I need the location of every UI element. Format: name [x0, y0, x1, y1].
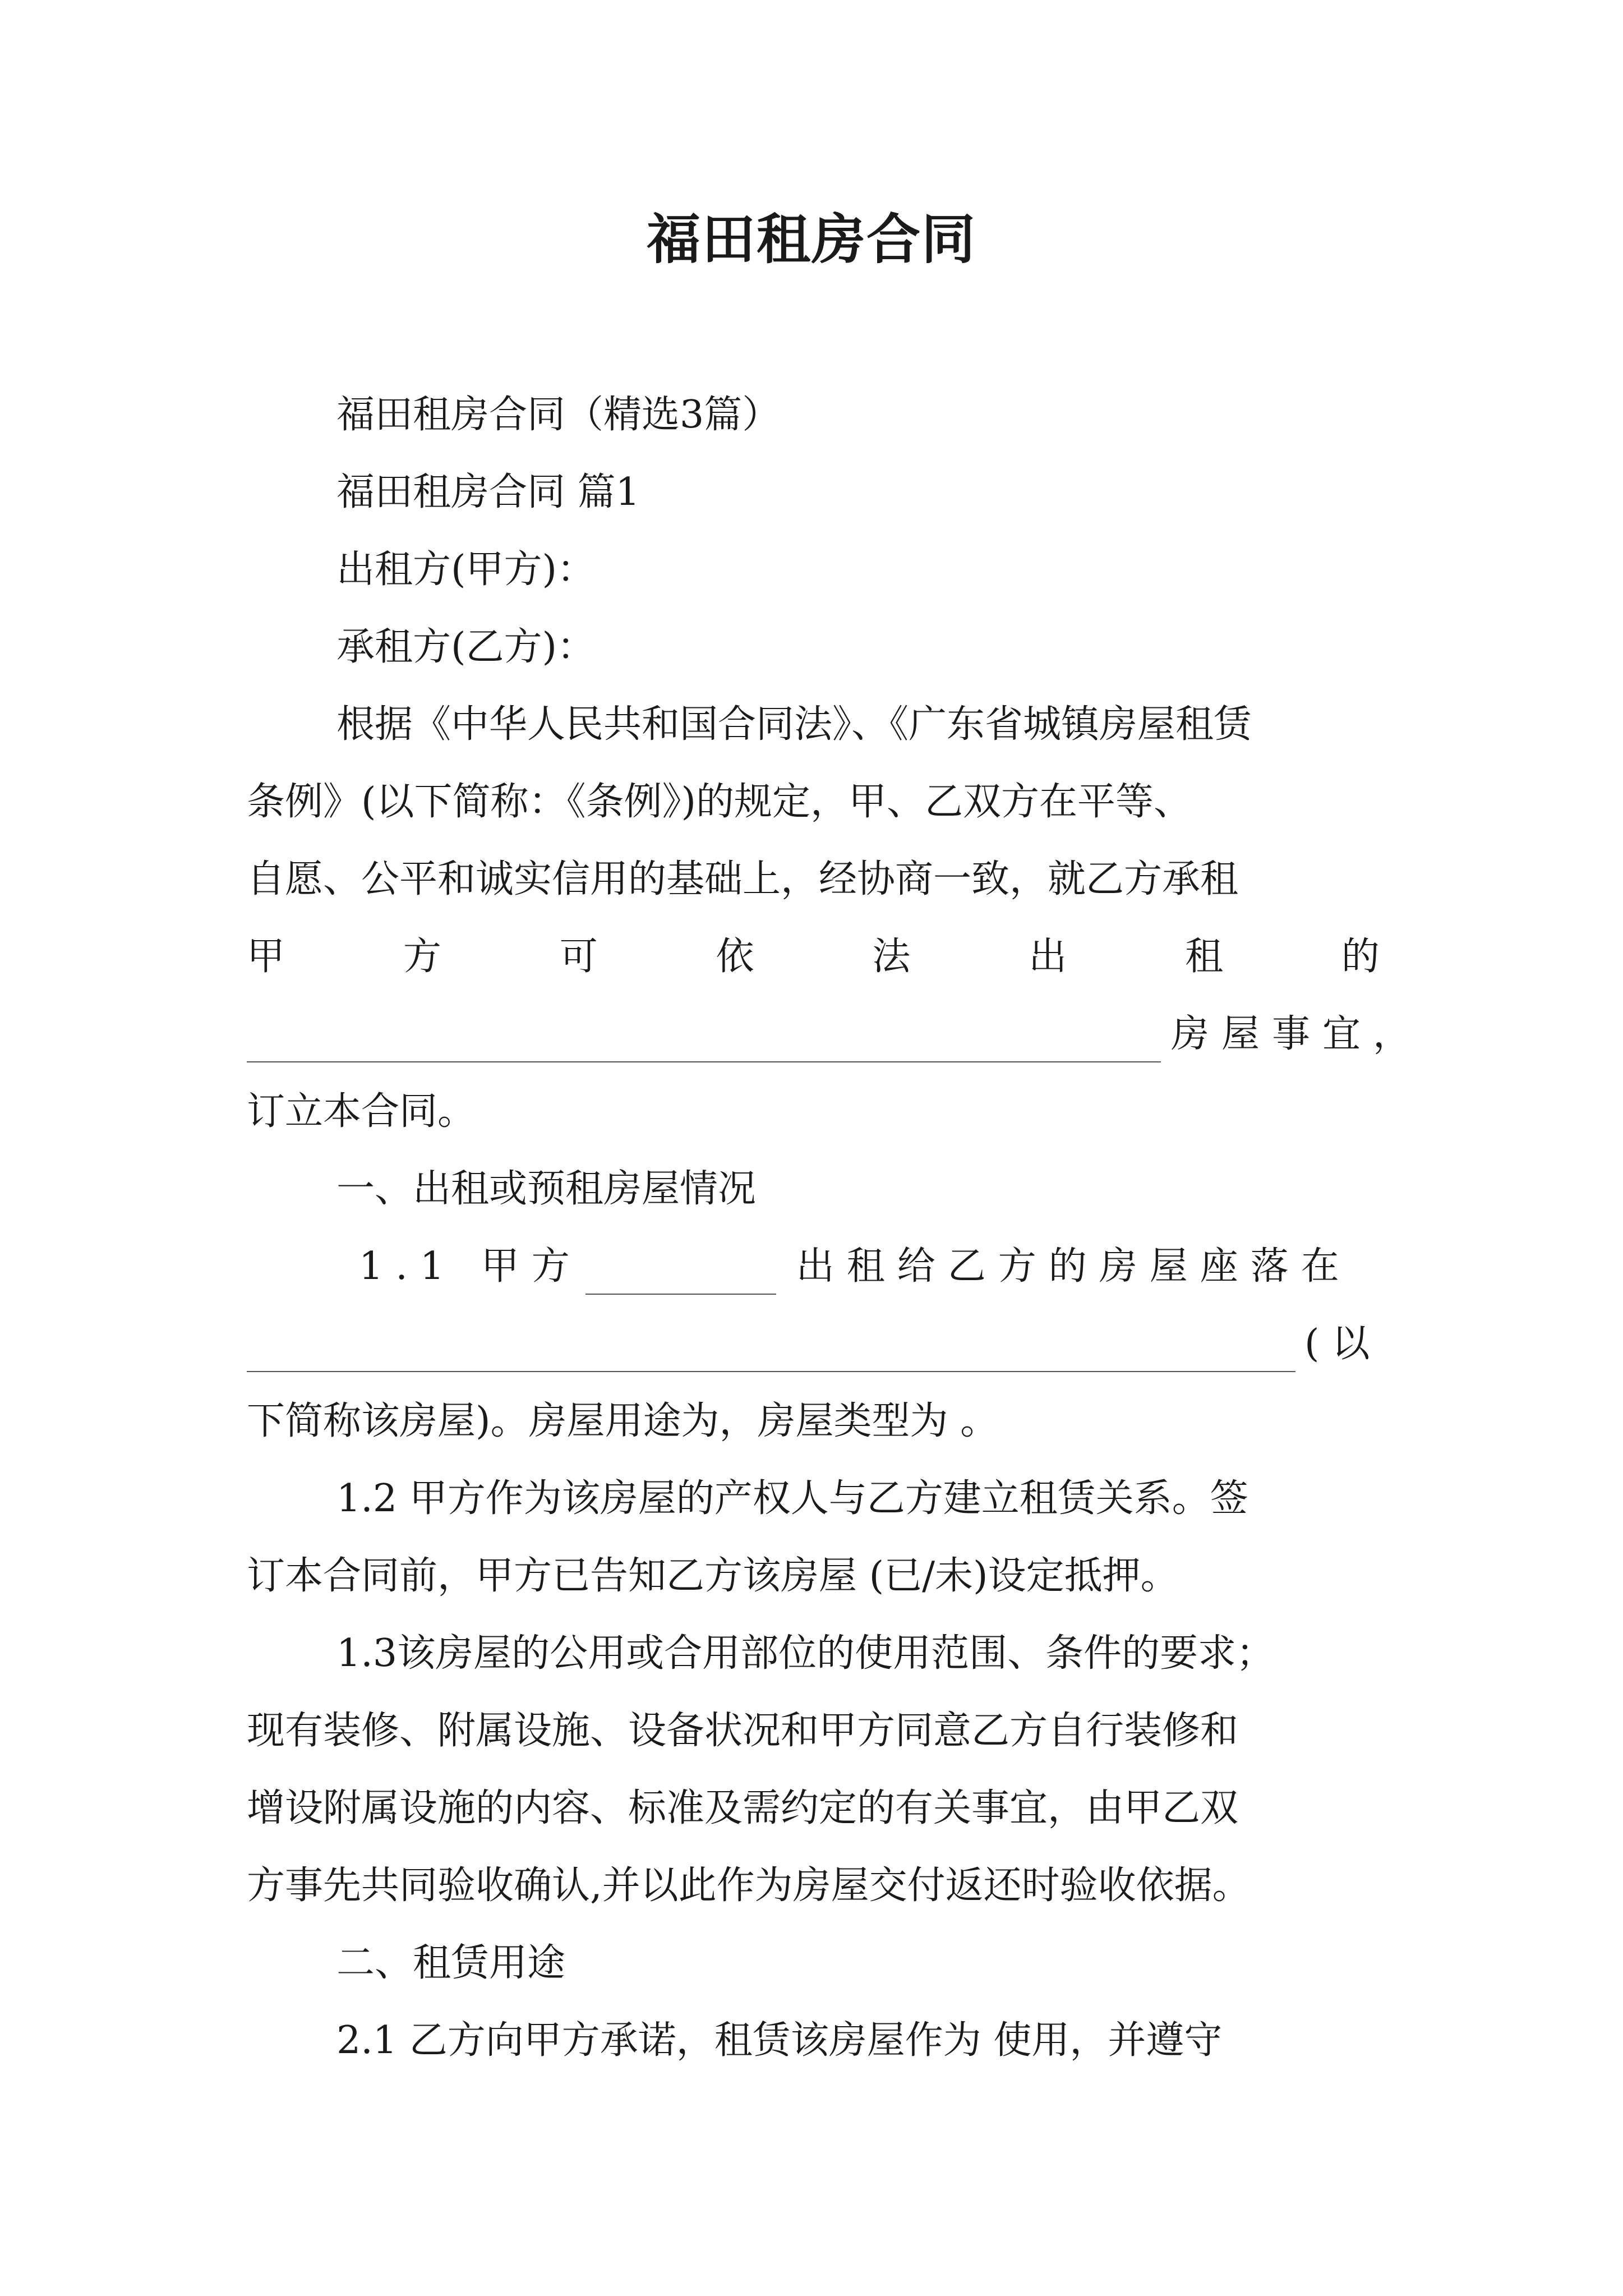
section-heading-part1: 福田租房合同 篇1: [336, 470, 640, 514]
subtitle-selected: 福田租房合同（精选3篇）: [336, 393, 781, 437]
paragraph-line: 现有装修、附属设施、设备状况和甲方同意乙方自行装修和: [247, 1709, 1239, 1753]
clause-text: 出租给乙方的房屋座落在: [796, 1244, 1352, 1289]
clause-line: 1.2 甲方作为该房屋的产权人与乙方建立租赁关系。签: [336, 1476, 1248, 1521]
section-heading: 一、出租或预租房屋情况: [336, 1167, 757, 1211]
clause-line: 2.1 乙方向甲方承诺，租赁该房屋作为 使用，并遵守: [336, 2018, 1223, 2063]
blank-field: [247, 1334, 1295, 1372]
word: 甲: [247, 935, 285, 979]
clause-number: 1.1 甲方: [359, 1244, 582, 1289]
section-heading: 二、租赁用途: [336, 1941, 566, 1985]
paragraph-line-justified: [247, 929, 1380, 985]
blank-field: [585, 1257, 776, 1295]
word: 法: [872, 935, 911, 979]
paragraph-line: 增设附属设施的内容、标准及需约定的有关事宜，由甲乙双: [247, 1786, 1239, 1830]
paragraph-line: 自愿、公平和诚实信用的基础上，经协商一致，就乙方承租: [247, 857, 1239, 901]
word: 依: [716, 935, 754, 979]
word: 方: [403, 935, 441, 979]
paragraph-line: 订立本合同。: [247, 1089, 476, 1134]
blank-field: [247, 1024, 1161, 1062]
paragraph-line: 根据《中华人民共和国合同法》、《广东省城镇房屋租赁: [336, 702, 1252, 747]
paragraph-line: 订本合同前，甲方已告知乙方该房屋 (已/未)设定抵押。: [247, 1554, 1179, 1598]
lessee-line: 承租方(乙方)：: [336, 625, 596, 669]
line-tail: 房屋事宜，: [1171, 1012, 1424, 1056]
word: 出: [1029, 935, 1067, 979]
paragraph-line: 方事先共同验收确认,并以此作为房屋交付返还时验收依据。: [247, 1864, 1251, 1908]
paragraph-line: 下简称该房屋)。房屋用途为，房屋类型为 。: [247, 1399, 999, 1443]
clause-line: 1.3该房屋的公用或合用部位的使用范围、条件的要求；: [336, 1631, 1275, 1676]
document-title: 福田租房合同: [647, 208, 976, 271]
word: 可: [559, 935, 598, 979]
paragraph-line: [247, 1006, 1423, 1062]
word: 的: [1341, 935, 1380, 979]
paragraph-line: [247, 1316, 1382, 1372]
line-tail: (以: [1304, 1322, 1382, 1366]
word: 租: [1185, 935, 1224, 979]
paragraph-line: 条例》(以下简称：《条例》)的规定，甲、乙双方在平等、: [247, 780, 1192, 824]
clause-line: [359, 1239, 1352, 1295]
lessor-line: 出租方(甲方)：: [336, 547, 596, 592]
